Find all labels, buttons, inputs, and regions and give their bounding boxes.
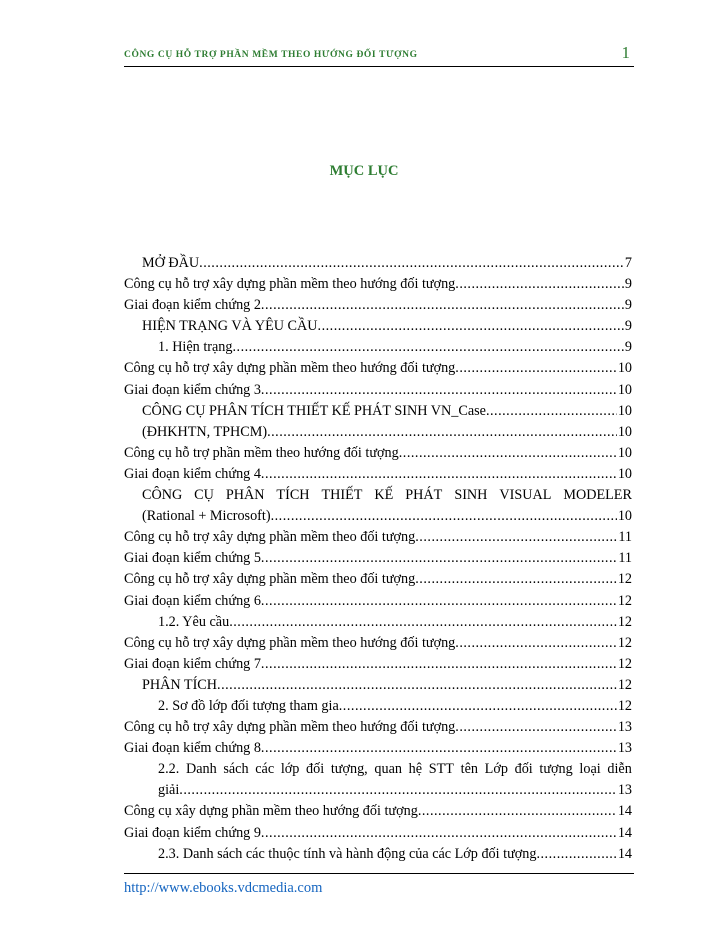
toc-entry-word: Lớp: [484, 761, 508, 778]
toc-entry-text: Giai đoạn kiểm chứng 8: [124, 740, 261, 757]
toc-entry-page: 10: [617, 381, 632, 398]
toc-leader-dots: [261, 548, 617, 569]
toc-leader-dots: [318, 316, 624, 337]
toc-entry-page: 12: [617, 613, 632, 630]
toc-entry-page: 13: [617, 740, 632, 757]
toc-entry-word: lớp: [280, 761, 300, 778]
toc-leader-dots: [455, 274, 624, 295]
toc-entry-page: 14: [617, 845, 632, 862]
toc-entry-page: 7: [624, 255, 632, 271]
toc-entry-text: PHÂN TÍCH: [142, 676, 218, 693]
toc-entry-word: tượng: [539, 761, 573, 778]
toc-entry-word: đối: [306, 761, 325, 778]
toc-entry-page: 12: [617, 634, 632, 651]
toc-entry-text: HIỆN TRẠNG VÀ YÊU CẦU: [142, 318, 318, 335]
toc-entry-page: 9: [624, 339, 632, 356]
toc-entry[interactable]: [124, 844, 632, 865]
toc-leader-dots: [199, 253, 624, 274]
toc-leader-dots: [271, 506, 617, 527]
toc-entry-word: hệ: [408, 761, 423, 778]
toc-entry-text: (Rational + Microsoft): [142, 508, 271, 525]
toc-entry-page: 10: [617, 465, 632, 482]
toc-entry[interactable]: [124, 295, 632, 316]
toc-entry-page: 10: [617, 444, 632, 461]
toc-entry[interactable]: [124, 612, 632, 633]
toc-leader-dots: [267, 422, 617, 443]
toc-leader-dots: [486, 401, 617, 422]
toc-leader-dots: [261, 295, 624, 316]
toc-entry[interactable]: [124, 527, 632, 548]
page-footer: [124, 873, 634, 896]
toc-entry[interactable]: [124, 696, 632, 717]
toc-entry[interactable]: [124, 422, 632, 443]
toc-leader-dots: [455, 717, 617, 738]
toc-leader-dots: [455, 633, 617, 654]
toc-entry-text: 1.2. Yêu cầu: [158, 613, 230, 630]
toc-entry-text: Công cụ hỗ trợ xây dựng phần mềm theo hướng đối tượng: [124, 719, 456, 736]
toc-entry-text: 1. Hiện trạng: [158, 339, 233, 356]
toc-entry[interactable]: [124, 401, 632, 422]
toc-entry[interactable]: [124, 801, 632, 822]
page-header: [124, 42, 634, 67]
header-page-number: 1: [621, 43, 630, 62]
toc-entry[interactable]: [124, 569, 632, 590]
toc-entry[interactable]: [124, 717, 632, 738]
toc-entry[interactable]: [124, 253, 632, 274]
toc-entry-page: 14: [617, 803, 632, 820]
toc-entry[interactable]: [124, 591, 632, 612]
toc-entry-word: đối: [514, 761, 533, 778]
toc-leader-dots: [261, 654, 617, 675]
toc-entry-text: 2.3. Danh sách các thuộc tính và hành động của các Lớp đối tượng: [158, 845, 537, 862]
toc-entry[interactable]: [124, 780, 632, 801]
toc-entry-word: KẾ: [374, 487, 394, 504]
toc-entry-text: giải: [158, 782, 180, 799]
toc-entry[interactable]: [124, 759, 632, 780]
toc-entry-page: 10: [617, 508, 632, 525]
toc-entry-page: 13: [617, 782, 632, 799]
toc-entry-word: TÍCH: [276, 487, 310, 504]
toc-entry[interactable]: [124, 358, 632, 379]
toc-entry-text: 2. Sơ đồ lớp đối tượng tham gia: [158, 697, 339, 714]
toc-entry-text: Giai đoạn kiểm chứng 9: [124, 824, 261, 841]
footer-url-link[interactable]: http://www.ebooks.vdcmedia.com: [124, 880, 323, 896]
toc-entry[interactable]: [124, 274, 632, 295]
toc-leader-dots: [339, 696, 617, 717]
toc-entry[interactable]: [124, 548, 632, 569]
toc-entry-word: tên: [460, 761, 478, 778]
toc-leader-dots: [261, 591, 617, 612]
toc-entry-page: 14: [617, 824, 632, 841]
toc-title: MỤC LỤC: [329, 163, 399, 179]
toc-entry-word: MODELER: [563, 487, 632, 504]
toc-entry-text: Công cụ hỗ trợ phần mềm theo hướng đối tượng: [124, 444, 399, 461]
toc-entry-page: 9: [624, 297, 632, 314]
toc-entry-word: PHÂN: [225, 487, 265, 504]
toc-entry[interactable]: [124, 485, 632, 506]
toc-entry-text: MỞ ĐẦU: [142, 255, 200, 271]
toc-leader-dots: [415, 527, 617, 548]
toc-entry-word: CÔNG: [142, 487, 183, 504]
toc-entry-page: 12: [617, 676, 632, 693]
toc-entry-word: STT: [428, 761, 454, 778]
toc-entry-page: 12: [617, 592, 632, 609]
toc-entry-page: 9: [624, 318, 632, 335]
toc-leader-dots: [261, 464, 617, 485]
toc-entry[interactable]: [124, 675, 632, 696]
table-of-contents: [124, 253, 632, 865]
toc-entry-text: Giai đoạn kiểm chứng 3: [124, 381, 261, 398]
toc-entry-page: 11: [618, 550, 632, 567]
toc-entry-word: tượng,: [330, 761, 368, 778]
toc-entry-word: sách: [223, 761, 249, 778]
toc-entry-text: Công cụ hỗ trợ xây dựng phần mềm theo đối tượng: [124, 571, 416, 588]
toc-entry-page: 12: [617, 697, 632, 714]
toc-entry-text: (ĐHKHTN, TPHCM): [142, 423, 268, 440]
toc-entry-text: Công cụ xây dựng phần mềm theo hướng đối tượng: [124, 803, 418, 820]
toc-entry[interactable]: [124, 337, 632, 358]
toc-entry-word: VISUAL: [499, 487, 552, 504]
toc-entry[interactable]: [124, 464, 632, 485]
toc-leader-dots: [261, 823, 617, 844]
toc-entry-word: quan: [374, 761, 402, 778]
toc-entry-word: các: [255, 761, 275, 778]
toc-entry[interactable]: [124, 380, 632, 401]
toc-entry-text: Công cụ hỗ trợ xây dựng phần mềm theo hướng đối tượng: [124, 634, 456, 651]
toc-entry-text: Công cụ hỗ trợ xây dựng phần mềm theo hướng đối tượng: [124, 360, 456, 377]
toc-entry-page: 12: [617, 655, 632, 672]
toc-entry-text: Giai đoạn kiểm chứng 7: [124, 655, 261, 672]
toc-leader-dots: [229, 612, 617, 633]
toc-entry[interactable]: [124, 738, 632, 759]
toc-entry-text: Giai đoạn kiểm chứng 5: [124, 550, 261, 567]
toc-leader-dots: [217, 675, 617, 696]
toc-leader-dots: [179, 780, 617, 801]
toc-entry-text: Công cụ hỗ trợ xây dựng phần mềm theo hướng đối tượng: [124, 276, 456, 293]
header-title: CÔNG CỤ HỖ TRỢ PHẦN MỀM THEO HƯỚNG ĐỐI TƯỢNG: [124, 50, 418, 60]
toc-entry[interactable]: [124, 506, 632, 527]
toc-entry-page: 13: [617, 719, 632, 736]
toc-leader-dots: [399, 443, 617, 464]
toc-entry-text: CÔNG CỤ PHÂN TÍCH THIẾT KẾ PHÁT SINH VN_Case: [142, 402, 486, 419]
toc-entry-page: 12: [617, 571, 632, 588]
toc-entry-word: diễn: [607, 761, 632, 778]
toc-entry-text: Giai đoạn kiểm chứng 2: [124, 297, 261, 314]
toc-entry[interactable]: [124, 443, 632, 464]
toc-entry[interactable]: [124, 654, 632, 675]
toc-entry-page: 9: [624, 276, 632, 293]
toc-entry[interactable]: [124, 633, 632, 654]
toc-entry-text: Giai đoạn kiểm chứng 6: [124, 592, 261, 609]
toc-leader-dots: [415, 569, 617, 590]
toc-entry-page: 10: [617, 402, 632, 419]
toc-entry-word: SINH: [454, 487, 488, 504]
toc-entry-page: 10: [617, 360, 632, 377]
toc-entry-word: PHÁT: [405, 487, 443, 504]
toc-entry-page: 11: [618, 529, 632, 546]
toc-entry-word: Danh: [185, 761, 217, 778]
toc-leader-dots: [232, 337, 623, 358]
toc-leader-dots: [418, 801, 617, 822]
toc-leader-dots: [261, 738, 617, 759]
toc-entry-text: Công cụ hỗ trợ xây dựng phần mềm theo đối tượng: [124, 529, 416, 546]
toc-entry-word: THIẾT: [321, 487, 363, 504]
toc-entry-text: Giai đoạn kiểm chứng 4: [124, 465, 261, 482]
toc-leader-dots: [455, 358, 617, 379]
toc-entry-word: CỤ: [194, 487, 214, 504]
toc-leader-dots: [261, 380, 617, 401]
toc-entry-word: 2.2.: [158, 761, 180, 778]
toc-leader-dots: [536, 844, 616, 865]
toc-entry[interactable]: [124, 316, 632, 337]
toc-entry[interactable]: [124, 823, 632, 844]
toc-entry-word: loại: [579, 761, 601, 778]
toc-entry-page: 10: [617, 423, 632, 440]
